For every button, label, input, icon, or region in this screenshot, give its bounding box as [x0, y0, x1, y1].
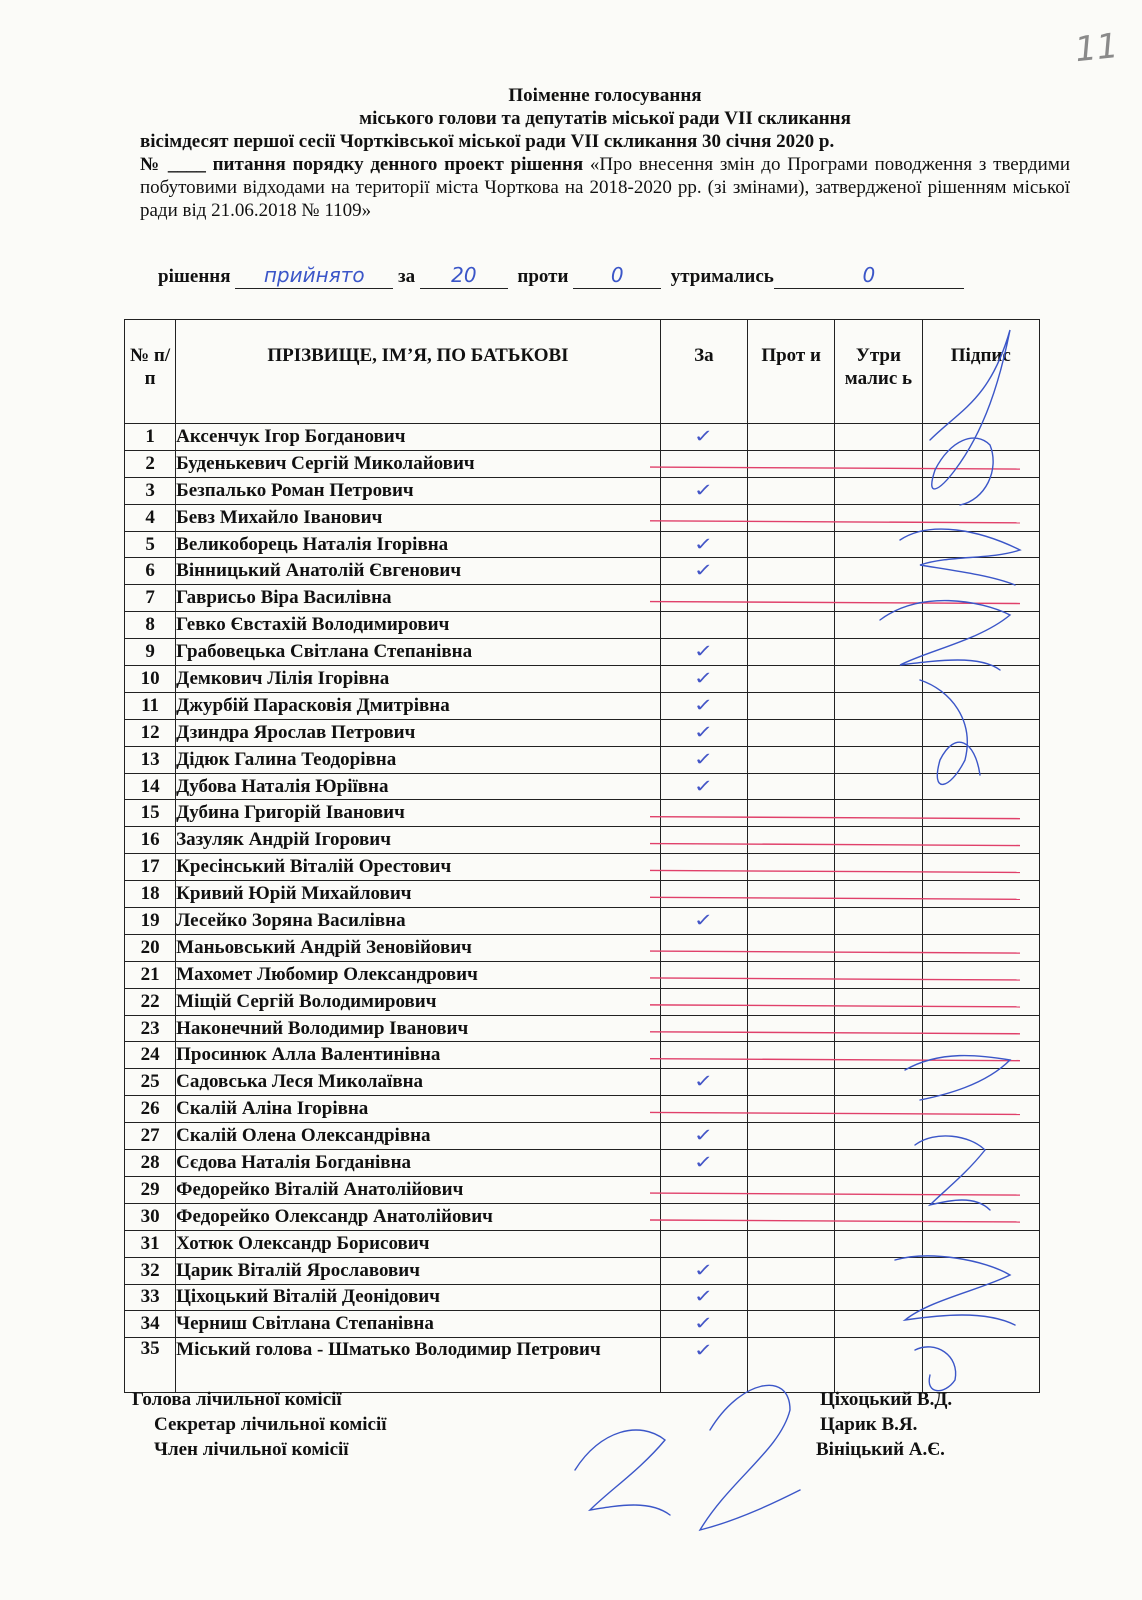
vote-against-cell: [748, 424, 835, 451]
vote-abstained-cell: [835, 988, 922, 1015]
table-row: [125, 504, 1040, 531]
row-number: 6: [125, 558, 176, 585]
vote-abstained-cell: [835, 1176, 922, 1203]
check-mark-icon: ✓: [694, 1313, 714, 1335]
vote-abstained-cell: [835, 1096, 922, 1123]
vote-abstained-cell: [835, 424, 922, 451]
vote-for-cell: [660, 800, 747, 827]
table-row: [125, 692, 1040, 719]
vote-against-cell: [748, 1230, 835, 1257]
vote-abstained-cell: [835, 1257, 922, 1284]
deputy-name: Федорейко Олександр Анатолійович: [176, 1203, 661, 1230]
row-number: 17: [125, 854, 176, 881]
commission-row: [132, 1412, 1012, 1437]
vote-against-cell: [748, 477, 835, 504]
vote-abstained-cell: [835, 908, 922, 935]
deputy-name: Буденькевич Сергій Миколайович: [176, 450, 661, 477]
signature-cell: [922, 908, 1039, 935]
table-row: [125, 558, 1040, 585]
vote-abstained-cell: [835, 961, 922, 988]
vote-abstained-cell: [835, 719, 922, 746]
vote-against-cell: [748, 1284, 835, 1311]
deputy-name: Грабовецька Світлана Степанівна: [176, 639, 661, 666]
check-mark-icon: ✓: [694, 1125, 714, 1147]
signature-cell: [922, 531, 1039, 558]
row-number: 4: [125, 504, 176, 531]
deputy-name: Дідюк Галина Теодорівна: [176, 746, 661, 773]
signature-cell: [922, 558, 1039, 585]
check-mark-icon: ✓: [694, 1071, 714, 1093]
vote-abstained-cell: [835, 1123, 922, 1150]
signature-cell: [922, 666, 1039, 693]
vote-abstained-cell: [835, 639, 922, 666]
vote-against-cell: [748, 746, 835, 773]
signature-cell: [922, 1338, 1039, 1393]
vote-abstained-cell: [835, 934, 922, 961]
signature-cell: [922, 1096, 1039, 1123]
table-row: [125, 666, 1040, 693]
vote-for-cell: [660, 504, 747, 531]
header-signature: Підпис: [922, 320, 1039, 424]
document-title: Поіменне голосування: [508, 85, 702, 106]
vote-against-cell: [748, 558, 835, 585]
vote-for-cell: [660, 1203, 747, 1230]
vote-abstained-cell: [835, 1311, 922, 1338]
row-number: 34: [125, 1311, 176, 1338]
deputy-name: Царик Віталій Ярославович: [176, 1257, 661, 1284]
deputy-name: Просинюк Алла Валентинівна: [176, 1042, 661, 1069]
vote-against-cell: [748, 639, 835, 666]
abstained-value: 0: [774, 266, 964, 289]
document-header: [140, 84, 1070, 222]
vote-for-cell: [660, 854, 747, 881]
vote-abstained-cell: [835, 881, 922, 908]
vote-for-cell: [660, 1284, 747, 1311]
vote-for-cell: [660, 1257, 747, 1284]
vote-against-cell: [748, 988, 835, 1015]
header-for: За: [660, 320, 747, 424]
vote-abstained-cell: [835, 800, 922, 827]
header-abstained: Утри малис ь: [835, 320, 922, 424]
deputy-name: Хотюк Олександр Борисович: [176, 1230, 661, 1257]
table-row: [125, 1123, 1040, 1150]
signature-cell: [922, 1311, 1039, 1338]
row-number: 26: [125, 1096, 176, 1123]
vote-against-cell: [748, 1069, 835, 1096]
signature-cell: [922, 854, 1039, 881]
deputy-name: Безпалько Роман Петрович: [176, 477, 661, 504]
document-subtitle: міського голови та депутатів міської ради VII скликання: [359, 108, 851, 129]
check-mark-icon: ✓: [694, 641, 714, 663]
vote-abstained-cell: [835, 746, 922, 773]
signature-cell: [922, 719, 1039, 746]
table-header-row: [125, 320, 1040, 424]
vote-against-cell: [748, 1015, 835, 1042]
deputy-name: Лесейко Зоряна Василівна: [176, 908, 661, 935]
table-row: [125, 988, 1040, 1015]
decision-line: [158, 263, 1048, 289]
vote-against-cell: [748, 719, 835, 746]
deputy-name: Черниш Світлана Степанівна: [176, 1311, 661, 1338]
vote-abstained-cell: [835, 692, 922, 719]
against-label: проти: [517, 266, 569, 287]
table-row: [125, 1338, 1040, 1393]
signature-cell: [922, 477, 1039, 504]
table-row: [125, 450, 1040, 477]
vote-abstained-cell: [835, 450, 922, 477]
signature-cell: [922, 585, 1039, 612]
check-mark-icon: ✓: [694, 667, 714, 689]
deputy-name: Федорейко Віталій Анатолійович: [176, 1176, 661, 1203]
vote-for-cell: [660, 881, 747, 908]
vote-for-cell: [660, 639, 747, 666]
table-row: [125, 424, 1040, 451]
vote-abstained-cell: [835, 1284, 922, 1311]
vote-abstained-cell: [835, 612, 922, 639]
table-row: [125, 1042, 1040, 1069]
vote-for-cell: [660, 1150, 747, 1177]
signature-cell: [922, 612, 1039, 639]
table-row: [125, 746, 1040, 773]
for-value: 20: [420, 266, 508, 289]
row-number: 12: [125, 719, 176, 746]
signature-cell: [922, 450, 1039, 477]
row-number: 13: [125, 746, 176, 773]
check-mark-icon: ✓: [694, 721, 714, 743]
signature-cell: [922, 1069, 1039, 1096]
vote-against-cell: [748, 612, 835, 639]
vote-against-cell: [748, 1042, 835, 1069]
table-row: [125, 934, 1040, 961]
check-mark-icon: ✓: [694, 1259, 714, 1281]
vote-for-cell: [660, 773, 747, 800]
table-row: [125, 881, 1040, 908]
signature-cell: [922, 827, 1039, 854]
row-number: 8: [125, 612, 176, 639]
vote-against-cell: [748, 1123, 835, 1150]
check-mark-icon: ✓: [694, 1151, 714, 1173]
table-row: [125, 1150, 1040, 1177]
vote-abstained-cell: [835, 1069, 922, 1096]
check-mark-icon: ✓: [694, 694, 714, 716]
deputy-name: Гаврисьо Віра Василівна: [176, 585, 661, 612]
row-number: 33: [125, 1284, 176, 1311]
row-number: 2: [125, 450, 176, 477]
vote-abstained-cell: [835, 854, 922, 881]
vote-abstained-cell: [835, 1150, 922, 1177]
row-number: 24: [125, 1042, 176, 1069]
vote-against-cell: [748, 585, 835, 612]
signature-cell: [922, 1230, 1039, 1257]
table-row: [125, 773, 1040, 800]
table-row: [125, 1257, 1040, 1284]
deputy-name: Міщій Сергій Володимирович: [176, 988, 661, 1015]
row-number: 10: [125, 666, 176, 693]
row-number: 32: [125, 1257, 176, 1284]
signature-cell: [922, 1015, 1039, 1042]
row-number: 9: [125, 639, 176, 666]
vote-against-cell: [748, 1338, 835, 1393]
table-row: [125, 1230, 1040, 1257]
row-number: 1: [125, 424, 176, 451]
chair-label: Голова лічильної комісії: [132, 1389, 342, 1410]
signature-cell: [922, 934, 1039, 961]
deputy-name: Великоборець Наталія Ігорівна: [176, 531, 661, 558]
vote-abstained-cell: [835, 1338, 922, 1393]
deputy-name: Махомет Любомир Олександрович: [176, 961, 661, 988]
deputy-name: Маньовський Андрій Зеновійович: [176, 934, 661, 961]
vote-against-cell: [748, 827, 835, 854]
vote-for-cell: [660, 1069, 747, 1096]
vote-for-cell: [660, 988, 747, 1015]
vote-abstained-cell: [835, 773, 922, 800]
vote-for-cell: [660, 585, 747, 612]
signature-cell: [922, 746, 1039, 773]
row-number: 27: [125, 1123, 176, 1150]
session-line: вісімдесят першої сесії Чортківської міської ради VII скликання 30 січня 2020 р.: [140, 131, 835, 152]
row-number: 18: [125, 881, 176, 908]
deputy-name: Джурбій Парасковія Дмитрівна: [176, 692, 661, 719]
page-number: 11: [1073, 25, 1121, 71]
vote-for-cell: [660, 477, 747, 504]
vote-for-cell: [660, 531, 747, 558]
decision-label: рішення: [158, 266, 231, 287]
table-row: [125, 1096, 1040, 1123]
table-row: [125, 1176, 1040, 1203]
vote-for-cell: [660, 612, 747, 639]
signature-cell: [922, 1150, 1039, 1177]
vote-for-cell: [660, 908, 747, 935]
row-number: 3: [125, 477, 176, 504]
row-number: 15: [125, 800, 176, 827]
table-row: [125, 719, 1040, 746]
counting-commission: [132, 1387, 1012, 1462]
vote-abstained-cell: [835, 827, 922, 854]
vote-for-cell: [660, 1123, 747, 1150]
vote-for-cell: [660, 961, 747, 988]
vote-abstained-cell: [835, 1015, 922, 1042]
vote-against-cell: [748, 666, 835, 693]
check-mark-icon: ✓: [694, 909, 714, 931]
deputy-name: Ціхоцький Віталій Деонідович: [176, 1284, 661, 1311]
vote-for-cell: [660, 1230, 747, 1257]
vote-against-cell: [748, 1150, 835, 1177]
vote-against-cell: [748, 692, 835, 719]
vote-abstained-cell: [835, 1042, 922, 1069]
check-mark-icon: ✓: [694, 1340, 714, 1362]
vote-against-cell: [748, 1176, 835, 1203]
commission-row: [132, 1437, 1012, 1462]
table-row: [125, 961, 1040, 988]
vote-against-cell: [748, 961, 835, 988]
table-row: [125, 1069, 1040, 1096]
check-mark-icon: ✓: [694, 425, 714, 447]
vote-against-cell: [748, 773, 835, 800]
vote-against-cell: [748, 504, 835, 531]
vote-abstained-cell: [835, 504, 922, 531]
header-num: № п/п: [125, 320, 176, 424]
vote-against-cell: [748, 800, 835, 827]
deputy-name: Аксенчук Ігор Богданович: [176, 424, 661, 451]
table-row: [125, 1311, 1040, 1338]
vote-table: [124, 319, 1040, 1393]
row-number: 31: [125, 1230, 176, 1257]
table-row: [125, 477, 1040, 504]
deputy-name: Скалій Аліна Ігорівна: [176, 1096, 661, 1123]
row-number: 35: [125, 1338, 176, 1393]
row-number: 21: [125, 961, 176, 988]
deputy-name: Дубина Григорій Іванович: [176, 800, 661, 827]
deputy-name: Садовська Леся Миколаївна: [176, 1069, 661, 1096]
signature-cell: [922, 961, 1039, 988]
deputy-name: Дзиндра Ярослав Петрович: [176, 719, 661, 746]
signature-cell: [922, 1123, 1039, 1150]
row-number: 25: [125, 1069, 176, 1096]
row-number: 16: [125, 827, 176, 854]
deputy-name: Кривий Юрій Михайлович: [176, 881, 661, 908]
vote-abstained-cell: [835, 1230, 922, 1257]
row-number: 23: [125, 1015, 176, 1042]
vote-against-cell: [748, 881, 835, 908]
vote-against-cell: [748, 934, 835, 961]
question-prefix: № ____ питання порядку денного проект рішення: [140, 154, 584, 175]
vote-for-cell: [660, 424, 747, 451]
deputy-name: Наконечний Володимир Іванович: [176, 1015, 661, 1042]
signature-cell: [922, 639, 1039, 666]
deputy-name: Скалій Олена Олександрівна: [176, 1123, 661, 1150]
signature-cell: [922, 1284, 1039, 1311]
member-name: Вініцький А.Є.: [816, 1439, 945, 1460]
vote-for-cell: [660, 827, 747, 854]
check-mark-icon: ✓: [694, 775, 714, 797]
row-number: 30: [125, 1203, 176, 1230]
commission-row: [132, 1387, 1012, 1412]
for-label: за: [398, 266, 416, 287]
signature-cell: [922, 692, 1039, 719]
vote-for-cell: [660, 1015, 747, 1042]
deputy-name: Кресінський Віталій Орестович: [176, 854, 661, 881]
against-value: 0: [573, 266, 661, 289]
abstained-label: утримались: [670, 266, 774, 287]
signature-cell: [922, 424, 1039, 451]
row-number: 14: [125, 773, 176, 800]
vote-for-cell: [660, 450, 747, 477]
check-mark-icon: ✓: [694, 479, 714, 501]
vote-for-cell: [660, 1338, 747, 1393]
check-mark-icon: ✓: [694, 748, 714, 770]
vote-abstained-cell: [835, 1203, 922, 1230]
deputy-name: Сєдова Наталія Богданівна: [176, 1150, 661, 1177]
vote-abstained-cell: [835, 531, 922, 558]
secretary-name: Царик В.Я.: [820, 1414, 918, 1435]
signature-cell: [922, 1176, 1039, 1203]
vote-for-cell: [660, 692, 747, 719]
signature-cell: [922, 988, 1039, 1015]
row-number: 20: [125, 934, 176, 961]
vote-against-cell: [748, 908, 835, 935]
vote-for-cell: [660, 1176, 747, 1203]
vote-abstained-cell: [835, 477, 922, 504]
check-mark-icon: ✓: [694, 1286, 714, 1308]
vote-for-cell: [660, 719, 747, 746]
row-number: 29: [125, 1176, 176, 1203]
table-row: [125, 908, 1040, 935]
table-row: [125, 854, 1040, 881]
deputy-name: Бевз Михайло Іванович: [176, 504, 661, 531]
row-number: 5: [125, 531, 176, 558]
vote-for-cell: [660, 1096, 747, 1123]
vote-for-cell: [660, 666, 747, 693]
signature-cell: [922, 773, 1039, 800]
signature-cell: [922, 1257, 1039, 1284]
signature-cell: [922, 800, 1039, 827]
table-row: [125, 1203, 1040, 1230]
deputy-name: Міський голова - Шматько Володимир Петрович: [176, 1338, 661, 1393]
table-row: [125, 827, 1040, 854]
vote-against-cell: [748, 1096, 835, 1123]
vote-for-cell: [660, 558, 747, 585]
secretary-label: Секретар лічильної комісії: [154, 1414, 387, 1435]
vote-for-cell: [660, 1042, 747, 1069]
vote-abstained-cell: [835, 585, 922, 612]
row-number: 7: [125, 585, 176, 612]
vote-against-cell: [748, 1257, 835, 1284]
vote-abstained-cell: [835, 558, 922, 585]
table-row: [125, 531, 1040, 558]
vote-for-cell: [660, 934, 747, 961]
table-row: [125, 1284, 1040, 1311]
signature-cell: [922, 1203, 1039, 1230]
vote-against-cell: [748, 531, 835, 558]
header-against: Прот и: [748, 320, 835, 424]
deputy-name: Вінницький Анатолій Євгенович: [176, 558, 661, 585]
deputy-name: Гевко Євстахій Володимирович: [176, 612, 661, 639]
table-row: [125, 585, 1040, 612]
vote-against-cell: [748, 1311, 835, 1338]
deputy-name: Дубова Наталія Юріївна: [176, 773, 661, 800]
vote-against-cell: [748, 450, 835, 477]
question-text: «Про внесення змін до Програми поводження з твердими побутовими відходами на території міста Чорткова на 2018-2020 рр. (зі змінами), затвердженої рішенням міської ради від 21.06.2018 № 1109»: [140, 154, 1071, 221]
check-mark-icon: ✓: [694, 533, 714, 555]
vote-against-cell: [748, 854, 835, 881]
vote-table-body: [125, 424, 1040, 1393]
table-row: [125, 639, 1040, 666]
vote-against-cell: [748, 1203, 835, 1230]
chair-name: Ціхоцький В.Д.: [820, 1389, 953, 1410]
deputy-name: Демкович Лілія Ігорівна: [176, 666, 661, 693]
row-number: 22: [125, 988, 176, 1015]
deputy-name: Зазуляк Андрій Ігорович: [176, 827, 661, 854]
decision-value: прийнято: [235, 266, 393, 289]
row-number: 28: [125, 1150, 176, 1177]
vote-for-cell: [660, 1311, 747, 1338]
signature-cell: [922, 504, 1039, 531]
member-label: Член лічильної комісії: [154, 1439, 349, 1460]
table-row: [125, 800, 1040, 827]
row-number: 11: [125, 692, 176, 719]
vote-for-cell: [660, 746, 747, 773]
table-row: [125, 612, 1040, 639]
agenda-question: [140, 153, 1070, 222]
header-name: ПРІЗВИЩЕ, ІМ’Я, ПО БАТЬКОВІ: [176, 320, 661, 424]
table-row: [125, 1015, 1040, 1042]
row-number: 19: [125, 908, 176, 935]
check-mark-icon: ✓: [694, 560, 714, 582]
vote-abstained-cell: [835, 666, 922, 693]
signature-cell: [922, 881, 1039, 908]
signature-cell: [922, 1042, 1039, 1069]
